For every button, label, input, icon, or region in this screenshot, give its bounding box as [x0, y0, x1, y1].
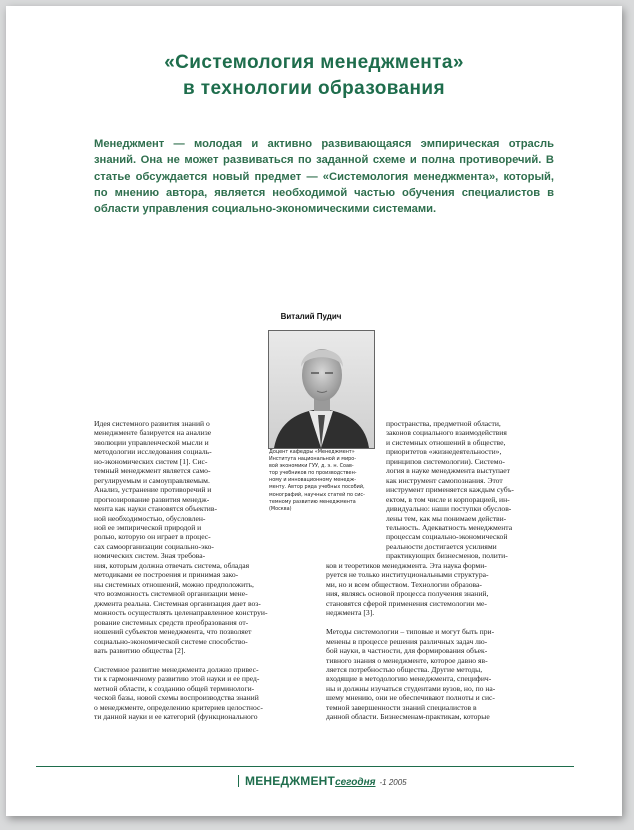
body-line: но-экономических систем [1]. Сис-: [94, 456, 208, 466]
author-bio-line: (Москва): [269, 505, 292, 512]
body-line: ния, являясь основой процесса получения знаний,: [326, 589, 489, 599]
body-line: Системное развитие менеджмента должно привес-: [94, 664, 259, 674]
article-lead: Менеджмент — молодая и активно развивающаяся эмпирическая отрасль знаний. Она не может развиваться по заданной схеме и полна противоречий. В статье обсуждается новый предмет — «Системология менеджмента», который, по мнению автора, является необходимой частью обучения специалистов в области управления социально-экономическими системами.: [94, 138, 554, 216]
body-line: принципов системологии). Системо-: [386, 456, 505, 466]
body-line: о менеджменте, определению критериев целостнос-: [94, 702, 263, 712]
body-line: регулируемым и самоуправляемым.: [94, 475, 210, 485]
body-line: сах самоорганизации социально-эко-: [94, 541, 214, 551]
body-line: данной области. Бизнесменам-практикам, которые: [326, 712, 490, 722]
body-line: ков и теоретиков менеджмента. Эта наука форми-: [326, 561, 487, 570]
body-line: логия в науке менеджмента выступает: [386, 466, 510, 476]
article-title-line-1: «Системология менеджмента»: [164, 52, 464, 73]
body-line: входящие в методологию менеджмента, специфич-: [326, 674, 492, 684]
body-line: процессам социально-экономической: [386, 532, 508, 542]
body-line: законов социального взаимодействия: [386, 428, 507, 438]
body-line: Методы системологии – типовые и могут быть при-: [326, 627, 495, 637]
author-bio-line: менту. Автор ряда учебных пособий,: [269, 484, 365, 491]
body-line: лены тем, как мы понимаем действи-: [386, 513, 507, 523]
body-line: ния, которым должна отвечать система, обладая: [94, 561, 250, 570]
body-line: менеджменте базируется на анализе: [94, 428, 212, 438]
magazine-name: МЕНЕДЖМЕНТ: [245, 774, 336, 788]
body-line: ческой базы, новой схемы воспроизводства знаний: [94, 693, 259, 703]
body-line: неджмента [3].: [326, 608, 375, 618]
body-line: можность осуществлять целенаправленное конструи-: [94, 608, 268, 618]
issue-number: -1 2005: [379, 778, 407, 787]
body-line: мента как науки становятся объектив-: [94, 504, 217, 514]
author-bio-line: вой экономики ГУУ, д. э. н. Соав-: [269, 463, 354, 470]
body-line: темный менеджмент является само-: [94, 466, 211, 476]
footer-rule: [36, 766, 574, 767]
magazine-name-suffix: сегодня: [335, 777, 376, 788]
body-line: реальности достигается усилиями: [386, 541, 497, 551]
body-line: вать развитию общества [2].: [94, 646, 186, 656]
author-bio-line: ному и инновационному менедж-: [269, 477, 356, 484]
body-line: эволюции управленческой мысли и: [94, 437, 209, 447]
body-line: ны системных отношений, можно предположить,: [94, 579, 254, 589]
body-line: ной необходимостью, обусловлен-: [94, 513, 206, 523]
body-line: ми, но и всем обществом. Технологии образова-: [326, 579, 482, 589]
body-line: как инструмент самопознания. Этот: [386, 475, 503, 485]
body-line: ектом, в том числе и корпорацией, ин-: [386, 494, 510, 504]
body-line: ношений субъектов менеджмента, что позволяет: [94, 627, 252, 637]
body-line: дивидуально: наши поступки обуслов-: [386, 504, 512, 514]
author-bio: [269, 449, 383, 513]
author-bio-line: темному развитию менеджмента: [269, 498, 356, 505]
body-line: Анализ, устранение противоречий и: [94, 485, 212, 495]
body-line: Идея системного развития знаний о: [94, 419, 210, 428]
body-line: инструмент применяется каждым субъ-: [386, 485, 514, 495]
body-line: номических систем. Зная требова-: [94, 551, 206, 561]
page-footer: [238, 772, 407, 790]
body-line: темной завершенности знаний специалистов в: [326, 702, 477, 712]
footer-divider: [238, 775, 239, 787]
body-line: методологии исследования социаль-: [94, 447, 212, 457]
body-line: прогнозирование развития менедж-: [94, 494, 210, 504]
body-line: бой науки, в частности, для формирования объек-: [326, 646, 488, 656]
body-column-right-narrow: [386, 419, 514, 561]
author-bio-line: Доцент кафедры «Менеджмент»: [269, 449, 355, 455]
body-line: ны и должны изучаться студентами вузов, но, по на-: [326, 683, 496, 693]
article-title-line-2: в технологии образования: [183, 78, 445, 99]
author-bio-line: тор учебников по производствен-: [269, 470, 357, 477]
body-line: ти данной науки и ее категорий (функционального: [94, 712, 258, 722]
body-line: ляется потребностью общества. Другие методы,: [326, 664, 483, 674]
paragraph-gap: [326, 618, 495, 627]
body-line: руется не только институциональными структура-: [326, 570, 489, 580]
body-column-left-narrow: [94, 419, 217, 561]
body-line: пространства, предметной области,: [386, 419, 501, 428]
body-line: рование системных средств преобразования от-: [94, 617, 249, 627]
body-line: ной ее эмпирической природой и: [94, 522, 202, 532]
body-column-left-wide: [94, 561, 267, 722]
author-name: Виталий Пудич: [280, 312, 342, 321]
author-bio-line: монографий, научных статей по сис-: [269, 491, 365, 498]
body-line: становятся сферой применения системологии ме-: [326, 598, 487, 608]
body-line: приоритетов «жизнедеятельности»,: [386, 447, 502, 457]
article-title: [6, 50, 622, 102]
body-column-right-wide: [326, 561, 495, 722]
body-line: методиками ее построения и принимая зако-: [94, 570, 239, 580]
body-line: ролью, которую он играет в процес-: [94, 532, 211, 542]
body-line: ти к гармоничному развитию этой науки и ее пред-: [94, 674, 260, 684]
body-line: и системных отношений в обществе,: [386, 437, 506, 447]
author-bio-line: Института национальной и миро-: [269, 456, 356, 463]
body-line: тивного знания о менеджменте, которое давно яв-: [326, 655, 488, 665]
body-line: шему мнению, они не обеспечивают полноты и сис-: [326, 693, 495, 703]
magazine-page: [6, 6, 622, 816]
body-line: тельность. Адекватность менеджмента: [386, 522, 513, 532]
body-line: джмента реальна. Системная организация дает воз-: [94, 598, 261, 608]
body-line: менены в процессе решения различных задач лю-: [326, 636, 488, 646]
body-line: практикующих бизнесменов, полити-: [386, 551, 508, 561]
body-line: что возможность системной организации мене-: [94, 589, 248, 599]
body-line: метной области, к созданию общей терминологи-: [94, 683, 255, 693]
paragraph-gap: [94, 656, 267, 665]
body-line: социально-экономической системе способство-: [94, 636, 248, 646]
author-photo: [268, 330, 375, 449]
